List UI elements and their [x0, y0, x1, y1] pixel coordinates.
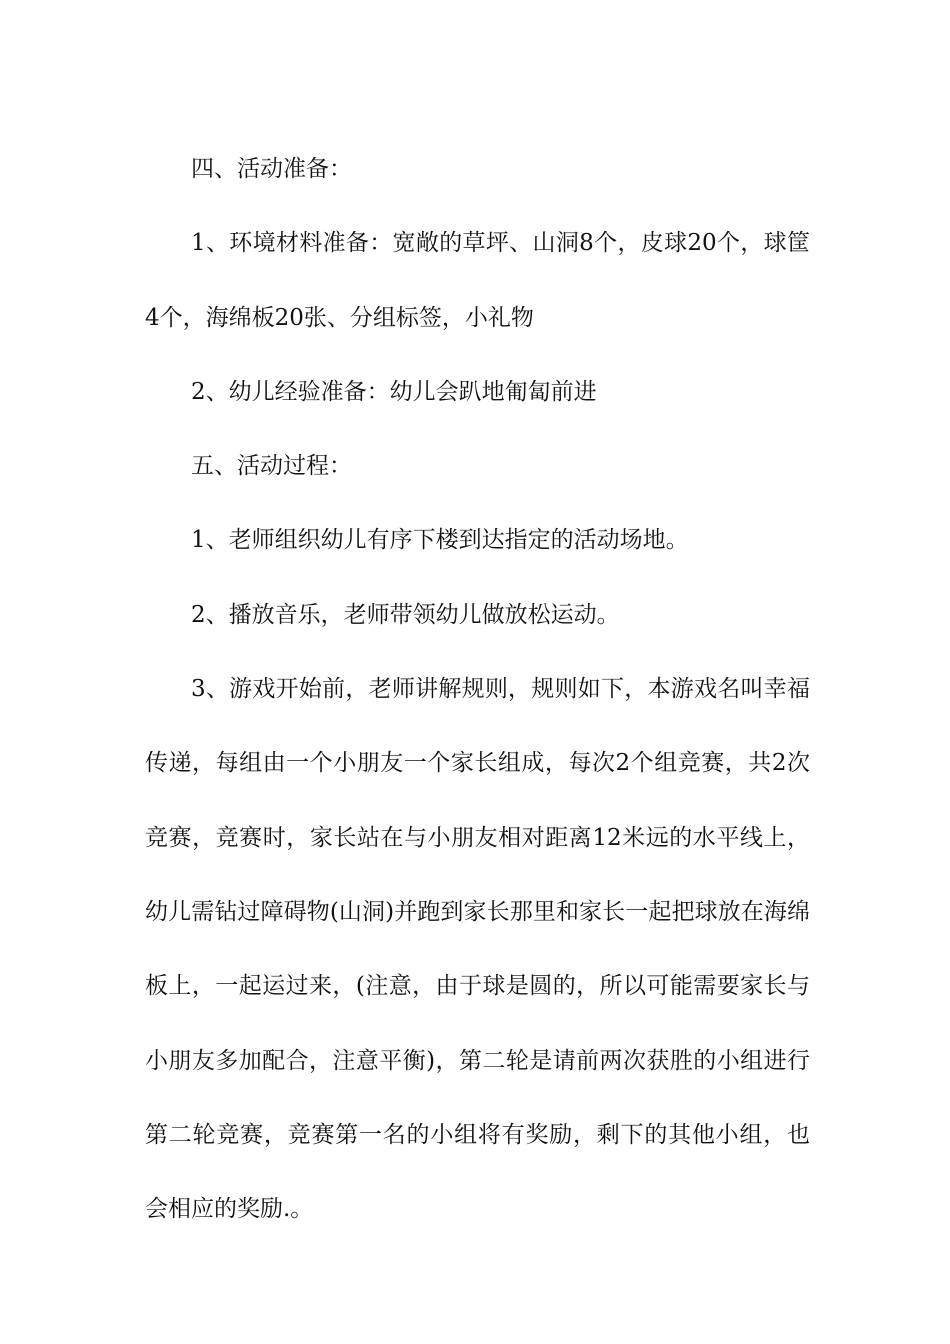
document-body: [145, 132, 810, 1246]
paragraph-materials: 1、环境材料准备：宽敞的草坪、山洞8个，皮球20个，球筐4个，海绵板20张、分组标签，小礼物: [145, 230, 810, 331]
section-heading-process: 五、活动过程：: [191, 453, 352, 480]
paragraph-step-2: 2、播放音乐，老师带领幼儿做放松运动。: [191, 601, 620, 628]
paragraph-experience: 2、幼儿经验准备：幼儿会趴地匍匐前进: [191, 378, 597, 405]
section-heading-preparation: 四、活动准备：: [191, 156, 352, 182]
paragraph-step-1: 1、老师组织幼儿有序下楼到达指定的活动场地。: [191, 527, 689, 554]
paragraph-step-3: 3、游戏开始前，老师讲解规则，规则如下，本游戏名叫幸福传递，每组由一个小朋友一个家长组成，每次2个组竞赛，共2次竞赛，竞赛时，家长站在与小朋友相对距离12米远的水平线上，幼儿需钻过障碍物(山洞)并跑到家长那里和家长一起把球放在海绵板上，一起运过来，(注意，由于球是圆的，所以可能需要家长与小朋友多加配合，注意平衡)，第二轮是请前两次获胜的小组进行第二轮竞赛，竞赛第一名的小组将有奖励，剩下的其他小组，也会相应的奖励.。: [145, 676, 810, 1223]
